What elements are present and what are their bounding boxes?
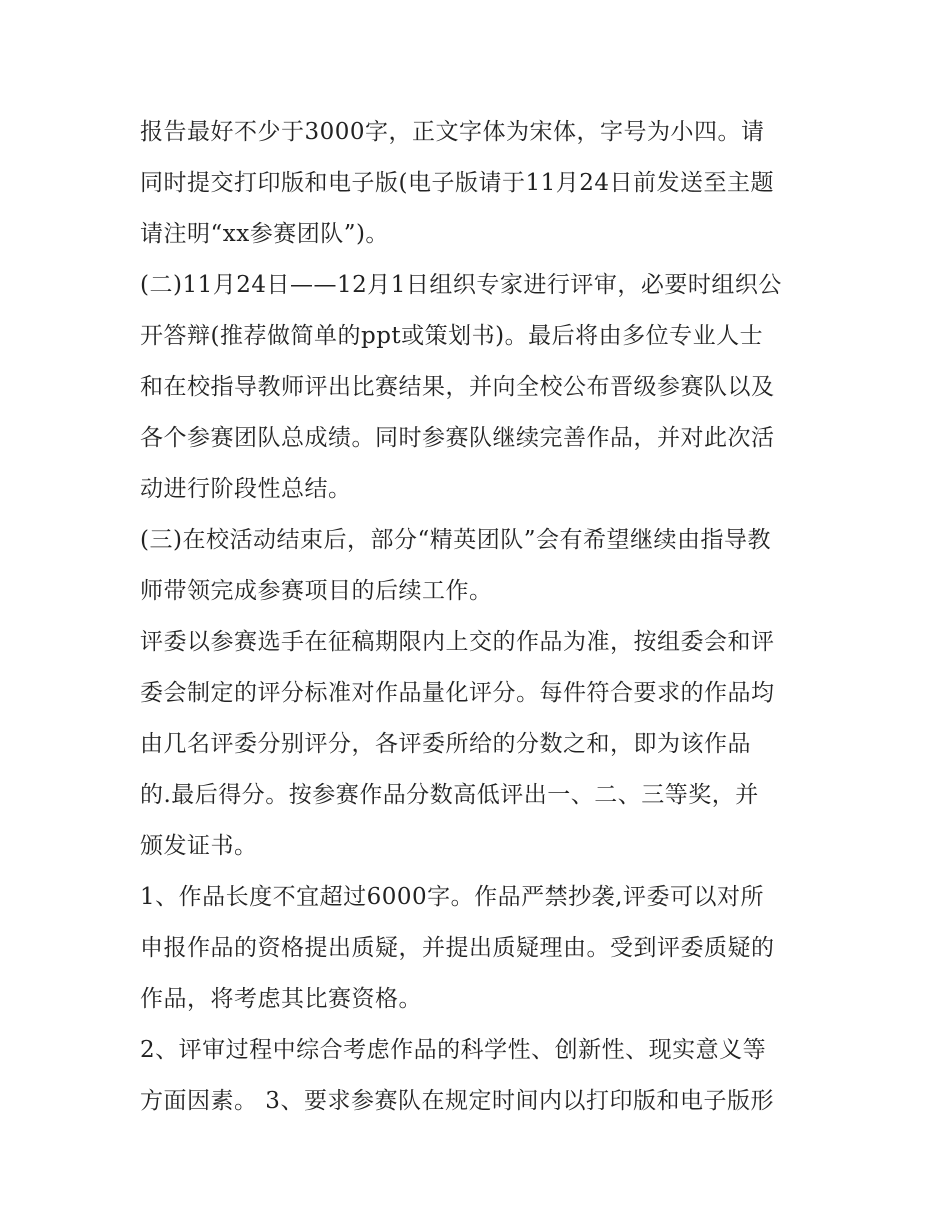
text-line: (三)在校活动结束后，部分“精英团队”会有希望继续由指导教 <box>140 527 771 553</box>
text-line: 由几名评委分别评分，各评委所给的分数之和，即为该作品 <box>140 731 751 757</box>
text-line: 的.最后得分。按参赛作品分数高低评出一、二、三等奖，并 <box>140 782 759 808</box>
text-line: 报告最好不少于3000字，正文字体为宋体，字号为小四。请 <box>140 119 765 145</box>
text-line: 1、作品长度不宜超过6000字。作品严禁抄袭,评委可以对所 <box>140 884 764 910</box>
text-line: 开答辩(推荐做简单的ppt或策划书)。最后将由多位专业人士 <box>140 323 764 349</box>
text-line: 请注明“xx参赛团队”)。 <box>140 221 389 247</box>
text-line: 申报作品的资格提出质疑，并提出质疑理由。受到评委质疑的 <box>140 935 775 961</box>
text-line: 各个参赛团队总成绩。同时参赛队继续完善作品，并对此次活 <box>140 425 775 451</box>
text-line: 委会制定的评分标准对作品量化评分。每件符合要求的作品均 <box>140 680 775 706</box>
text-line: 和在校指导教师评出比赛结果，并向全校公布晋级参赛队以及 <box>140 374 775 400</box>
text-line: 作品，将考虑其比赛资格。 <box>140 986 422 1012</box>
text-line: 2、评审过程中综合考虑作品的科学性、创新性、现实意义等 <box>140 1037 767 1063</box>
text-line: (二)11月24日——12月1日组织专家进行评审，必要时组织公 <box>140 272 782 298</box>
document-body <box>140 107 820 1127</box>
text-line: 同时提交打印版和电子版(电子版请于11月24日前发送至主题 <box>140 170 775 196</box>
text-line: 评委以参赛选手在征稿期限内上交的作品为准，按组委会和评 <box>140 629 775 655</box>
text-line: 师带领完成参赛项目的后续工作。 <box>140 578 493 604</box>
text-line: 动进行阶段性总结。 <box>140 476 352 502</box>
text-line: 颁发证书。 <box>140 833 258 859</box>
text-line: 方面因素。 3、要求参赛队在规定时间内以打印版和电子版形 <box>140 1088 774 1114</box>
